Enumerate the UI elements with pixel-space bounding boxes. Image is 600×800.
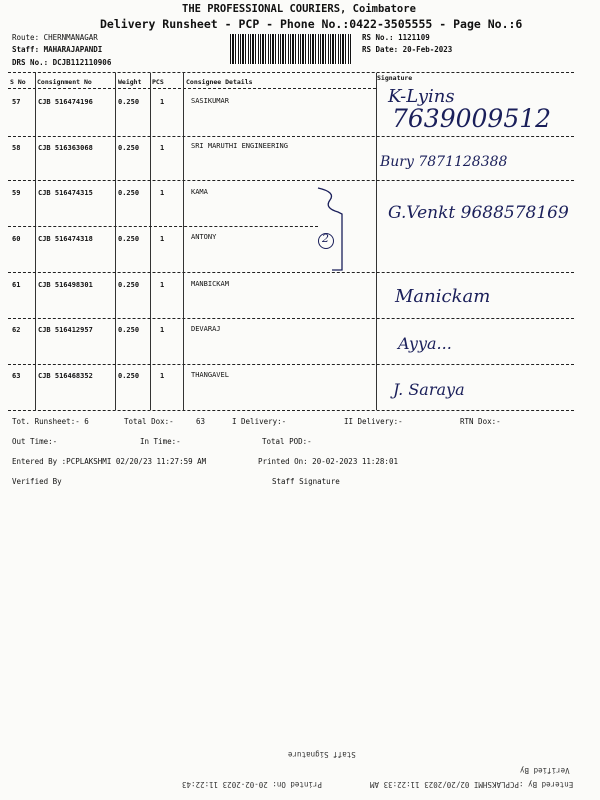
row-rule [8,226,318,227]
row-sno: 59 [12,189,21,197]
signature-62: Ayya... [398,334,452,353]
barcode [230,34,352,64]
mirrored-staff-signature: Staff Signature [288,750,356,759]
row-weight: 0.250 [118,372,140,380]
row-consignment: CJB 516363068 [38,144,93,152]
rs-date: RS Date: 20-Feb-2023 [362,45,453,54]
row-pcs: 1 [160,235,165,243]
row-sno: 63 [12,372,21,380]
route-label: Route: CHERNMANAGAR [12,33,98,42]
row-rule [8,364,574,365]
row-weight: 0.250 [118,144,140,152]
row-weight: 0.250 [118,326,140,334]
row-consignment: CJB 516412957 [38,326,93,334]
row-sno: 60 [12,235,21,243]
verified-by: Verified By [12,477,62,486]
signature-61: Manickam [395,286,491,307]
row-rule [8,180,574,181]
rs-number: RS No.: 1121109 [362,33,430,42]
i-delivery: I Delivery:- [232,417,287,426]
row-weight: 0.250 [118,189,140,197]
row-sno: 62 [12,326,21,334]
row-consignment: CJB 516474315 [38,189,93,197]
rtn-dox: RTN Dox:- [460,417,501,426]
row-pcs: 1 [160,189,165,197]
header-bottom-rule [8,88,376,89]
row-sno: 58 [12,144,21,152]
row-sno: 57 [12,98,21,106]
total-dox-label: Total Dox:- [124,417,174,426]
vrule-3 [150,73,151,410]
row-consignment: CJB 516468352 [38,372,93,380]
row-consignee: KAMA [191,188,208,196]
vrule-5 [376,73,377,410]
vrule-2 [115,73,116,410]
signature-57-name: K-Lyins [388,86,455,107]
signature-58: Bury 7871128388 [380,154,508,170]
signature-63: J. Saraya [393,380,465,399]
row-weight: 0.250 [118,281,140,289]
row-pcs: 1 [160,372,165,380]
row-consignee: SRI MARUTHI ENGINEERING [191,142,288,150]
col-details: Consignee Details [186,78,253,86]
row-consignee: DEVARAJ [191,325,221,333]
row-pcs: 1 [160,281,165,289]
table-bottom-rule [8,410,574,411]
row-weight: 0.250 [118,235,140,243]
entered-by: Entered By :PCPLAKSHMI 02/20/23 11:27:59 AM [12,457,207,466]
mirrored-entered-by: Entered By :PCPLAKSHMI 02/20/2023 11:22:33 AM [370,780,574,789]
signature-57-phone: 7639009512 [392,104,552,133]
header-top-rule [8,72,574,73]
staff-signature: Staff Signature [272,477,340,486]
signature-59: G.Venkt 9688578169 [388,203,569,223]
row-consignee: THANGAVEL [191,371,229,379]
total-pod: Total POD:- [262,437,312,446]
out-time: Out Time:- [12,437,58,446]
row-consignment: CJB 516474196 [38,98,93,106]
tot-runsheet: Tot. Runsheet:- 6 [12,417,89,426]
row-rule [8,318,574,319]
row-pcs: 1 [160,326,165,334]
annotation-number: 2 [322,232,329,245]
in-time: In Time:- [140,437,181,446]
col-weight: Weight [118,78,142,86]
bracket-annotation [314,186,354,274]
row-pcs: 1 [160,144,165,152]
row-consignment: CJB 516498301 [38,281,93,289]
mirrored-printed-on: Printed On: 20-02-2023 11:22:43 [182,780,322,789]
row-weight: 0.250 [118,98,140,106]
col-sno: S No [10,78,26,86]
col-pcs: PCS [152,78,164,86]
total-dox-value: 63 [196,417,206,426]
col-consignment: Consignment No [37,78,92,86]
row-rule [8,272,574,273]
ii-delivery: II Delivery:- [344,417,403,426]
vrule-4 [183,73,184,410]
vrule-1 [35,73,36,410]
col-signature: Signature [377,74,413,82]
row-consignee: ANTONY [191,233,217,241]
runsheet-subtitle: Delivery Runsheet - PCP - Phone No.:0422-3505555 - Page No.:6 [100,17,523,31]
mirrored-verified-by: Verified By [520,766,570,775]
row-consignee: SASIKUMAR [191,97,229,105]
drs-number: DRS No.: DCJB112110906 [12,58,112,67]
company-title: THE PROFESSIONAL COURIERS, Coimbatore [182,3,416,15]
row-consignment: CJB 516474318 [38,235,93,243]
row-rule [8,136,574,137]
row-pcs: 1 [160,98,165,106]
staff-label: Staff: MAHARAJAPANDI [12,45,103,54]
row-sno: 61 [12,281,21,289]
printed-on: Printed On: 20-02-2023 11:28:01 [258,457,398,466]
row-consignee: MANBICKAM [191,280,229,288]
